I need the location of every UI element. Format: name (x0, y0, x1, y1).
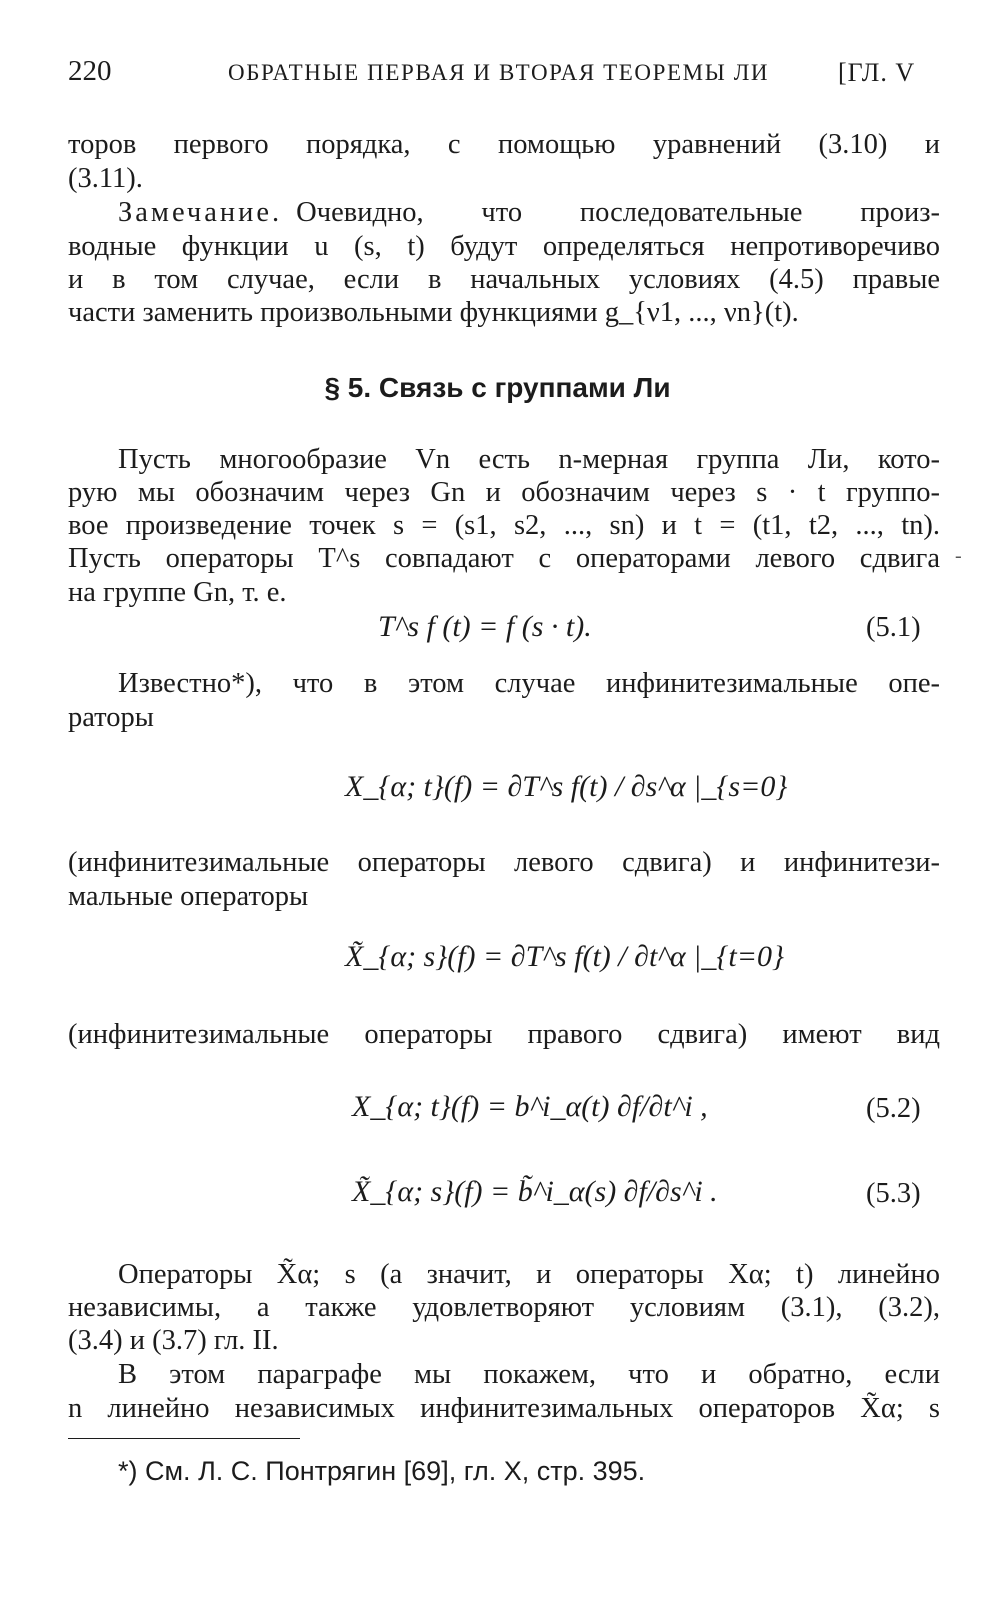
text-line: вое произведение точек s = (s1, s2, ..., sn) и t = (t1, t2, ..., tn). (68, 510, 940, 541)
remark-word: Замечание. (118, 197, 283, 228)
page-number: 220 (68, 55, 112, 87)
text-line: мальные операторы (68, 881, 309, 912)
text-line: (инфинитезимальные операторы левого сдвига) и инфинитези- (68, 847, 940, 878)
text-line: n линейно независимых инфинитезимальных операторов X̃α; s (68, 1393, 940, 1424)
text-line: (3.11). (68, 163, 143, 194)
right-shift-operator-formula: X̃_{α; s}(f) = ∂T^s f(t) / ∂t^α |_{t=0} (345, 940, 784, 973)
remark-text: Очевидно, что последовательные произ- (296, 197, 940, 228)
text-line: раторы (68, 702, 154, 733)
text-line: части заменить произвольными функциями g_{ν1, ..., νn}(t). (68, 297, 799, 328)
text-line: торов первого порядка, с помощью уравнений (3.10) и (68, 129, 940, 160)
left-shift-operator-formula: X_{α; t}(f) = ∂T^s f(t) / ∂s^α |_{s=0} (345, 770, 788, 803)
equation-number: (5.2) (866, 1093, 921, 1124)
text-line: и в том случае, если в начальных условиях (4.5) правые (68, 264, 940, 295)
text-line: рую мы обозначим через Gn и обозначим через s · t группо- (68, 477, 940, 508)
text-line: Пусть многообразие Vn есть n-мерная группа Ли, кото- (118, 444, 940, 475)
speck-mark: - (955, 545, 962, 567)
equation-number: (5.3) (866, 1178, 921, 1209)
text-line: Пусть операторы T^s совпадают с операторами левого сдвига (68, 543, 940, 574)
equation-5-3: X̃_{α; s}(f) = b̃^i_α(s) ∂f/∂s^i . (352, 1175, 718, 1208)
running-title: ОБРАТНЫЕ ПЕРВАЯ И ВТОРАЯ ТЕОРЕМЫ ЛИ (228, 60, 770, 85)
text-line: В этом параграфе мы покажем, что и обратно, если (118, 1359, 940, 1390)
text-line: водные функции u (s, t) будут определяться непротиворечиво (68, 231, 940, 262)
equation-5-1: T^s f (t) = f (s · t). (378, 610, 592, 643)
footnote-rule (68, 1438, 300, 1439)
section-title: § 5. Связь с группами Ли (324, 372, 671, 403)
equation-number: (5.1) (866, 612, 921, 643)
footnote: *) См. Л. С. Понтрягин [69], гл. X, стр. 395. (118, 1456, 646, 1486)
chapter-label: [ГЛ. V (838, 58, 916, 87)
remark-line (118, 196, 940, 230)
equation-5-2: X_{α; t}(f) = b^i_α(t) ∂f/∂t^i , (352, 1090, 708, 1123)
text-line: Известно*), что в этом случае инфинитезимальные опе- (118, 668, 940, 699)
text-line: (3.4) и (3.7) гл. II. (68, 1325, 279, 1356)
text-line: независимы, а также удовлетворяют условиям (3.1), (3.2), (68, 1292, 940, 1323)
text-line: на группе Gn, т. е. (68, 577, 287, 608)
text-line: Операторы X̃α; s (а значит, и операторы Xα; t) линейно (118, 1259, 940, 1290)
text-line: (инфинитезимальные операторы правого сдвига) имеют вид (68, 1019, 940, 1050)
